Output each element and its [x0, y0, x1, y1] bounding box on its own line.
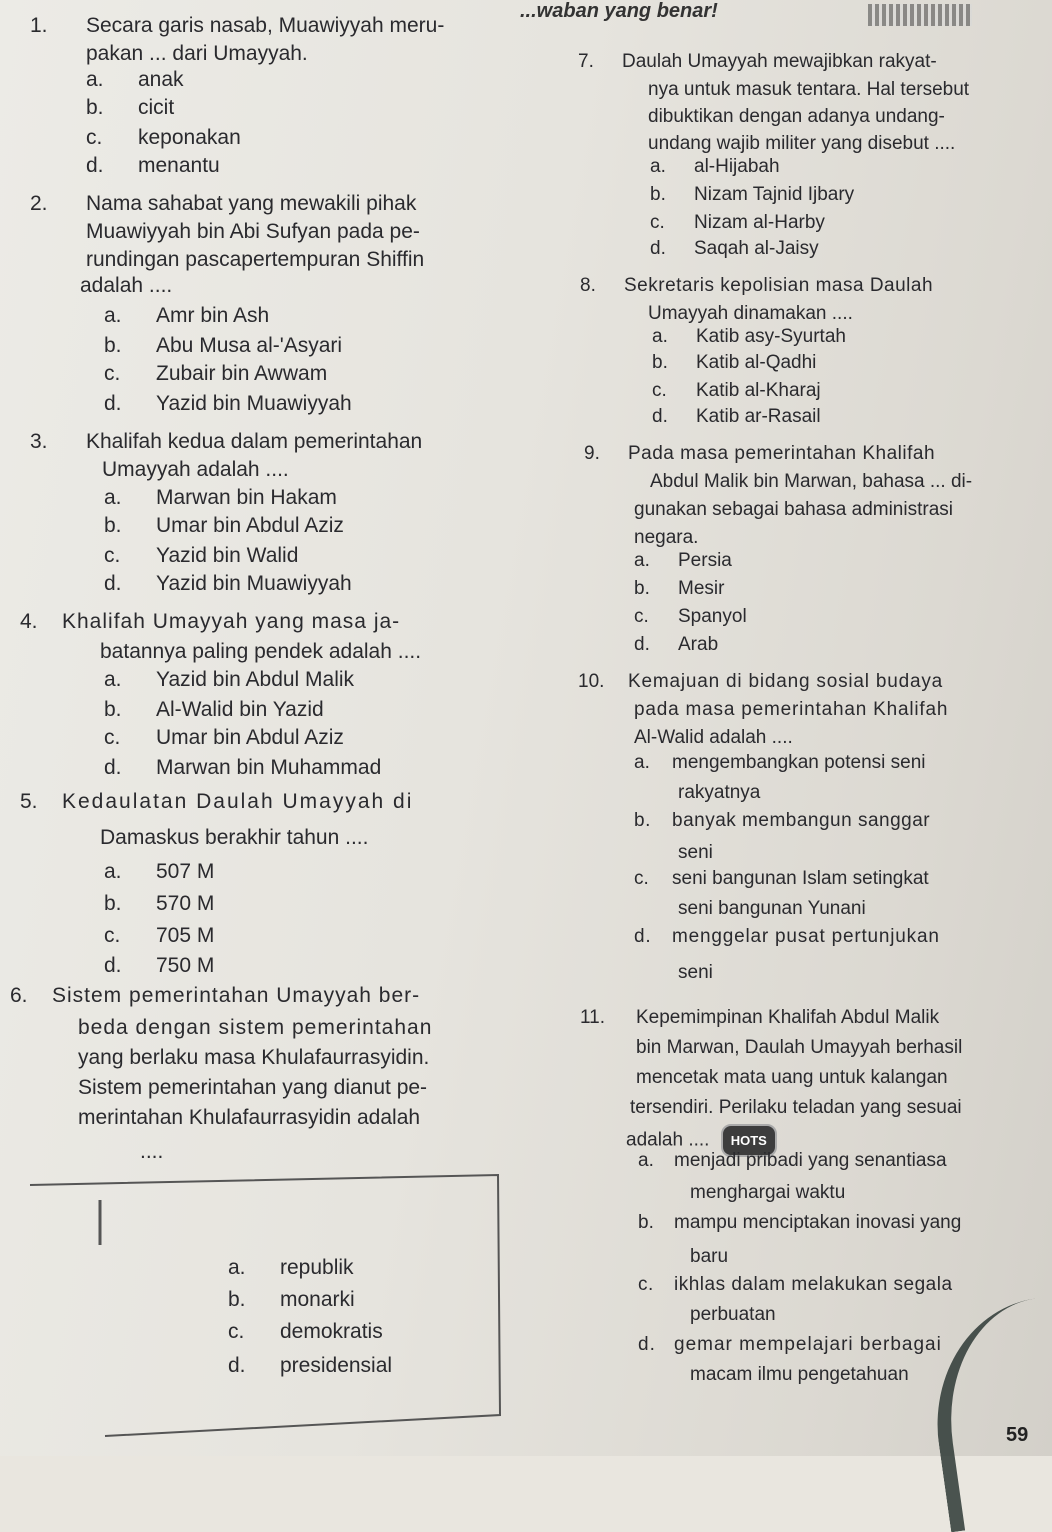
option-c[interactable] [104, 726, 344, 750]
option-a[interactable] [104, 668, 354, 692]
option-text: presidensial [280, 1354, 393, 1377]
option-text: Yazid bin Muawiyyah [156, 392, 352, 415]
question-stem-line: yang berlaku masa Khulafaurrasyidin. [78, 1046, 430, 1069]
question-stem-line: tersendiri. Perilaku teladan yang sesuai [630, 1097, 962, 1118]
option-text: Katib al-Kharaj [696, 380, 821, 401]
option-d-cont: seni [678, 962, 713, 983]
option-letter: d. [638, 1334, 656, 1355]
option-a[interactable] [650, 156, 780, 178]
option-letter: a. [650, 156, 666, 177]
option-b-cont: seni [678, 842, 713, 863]
option-b[interactable] [104, 892, 214, 916]
option-text: Marwan bin Hakam [156, 486, 337, 509]
question-number: 5. [20, 790, 38, 813]
option-letter: d. [104, 572, 122, 595]
option-text: republik [280, 1256, 354, 1279]
option-b[interactable] [228, 1288, 355, 1312]
question-stem-line: batannya paling pendek adalah .... [100, 640, 422, 663]
option-b[interactable] [104, 514, 344, 538]
option-c[interactable] [652, 380, 821, 402]
option-b[interactable] [634, 810, 930, 832]
option-letter: d. [104, 954, 122, 977]
option-text: Nizam al-Harby [694, 212, 825, 233]
option-text: Mesir [678, 578, 725, 599]
question-number: 11. [580, 1007, 606, 1028]
option-b[interactable] [86, 96, 174, 120]
option-letter: d. [104, 756, 122, 779]
option-letter: b. [634, 578, 650, 599]
option-text: 507 M [156, 860, 215, 883]
option-c[interactable] [104, 544, 298, 568]
option-letter: c. [652, 380, 667, 401]
option-c-cont: seni bangunan Yunani [678, 898, 866, 919]
option-text: 750 M [156, 954, 215, 977]
question-stem-line: dibuktikan dengan adanya undang- [648, 106, 945, 127]
option-letter: a. [634, 752, 650, 773]
option-b-cont: baru [690, 1246, 729, 1267]
option-letter: d. [104, 392, 122, 415]
question-stem-line: negara. [634, 527, 699, 548]
option-d-cont: macam ilmu pengetahuan [690, 1364, 909, 1385]
option-c[interactable] [104, 924, 214, 948]
option-letter: c. [104, 544, 121, 567]
option-d[interactable] [634, 634, 718, 656]
option-text: Umar bin Abdul Aziz [156, 726, 344, 749]
option-text: menantu [138, 154, 220, 177]
question-stem-line: pakan ... dari Umayyah. [86, 42, 308, 65]
option-letter: d. [228, 1354, 246, 1377]
option-letter: c. [104, 924, 121, 947]
option-d[interactable] [634, 926, 940, 948]
question-number: 3. [30, 430, 48, 453]
question-stem-line: Umayyah adalah .... [102, 458, 289, 481]
option-text: Marwan bin Muhammad [156, 756, 382, 779]
option-letter: a. [104, 668, 122, 691]
option-letter: c. [650, 212, 665, 233]
option-letter: b. [634, 810, 651, 831]
option-letter: a. [104, 486, 122, 509]
option-letter: c. [104, 362, 121, 385]
option-b[interactable] [650, 184, 854, 206]
option-text: 705 M [156, 924, 215, 947]
question-stem-line: beda dengan sistem pemerintahan [78, 1016, 433, 1039]
option-letter: a. [228, 1256, 246, 1279]
option-letter: b. [652, 352, 668, 373]
option-a[interactable] [228, 1256, 354, 1280]
option-letter: a. [652, 326, 668, 347]
option-text: Saqah al-Jaisy [694, 238, 819, 259]
question-number: 1. [30, 14, 48, 37]
option-a[interactable] [104, 860, 214, 884]
option-c[interactable] [228, 1320, 383, 1344]
question-stem-line: Kemajuan di bidang sosial budaya [628, 671, 944, 692]
option-d[interactable] [638, 1334, 942, 1356]
option-text: banyak membangun sanggar [672, 810, 931, 831]
option-b[interactable] [652, 352, 816, 374]
option-letter: a. [638, 1150, 654, 1171]
option-c[interactable] [638, 1274, 953, 1296]
option-letter: b. [104, 698, 122, 721]
option-c[interactable] [634, 868, 929, 890]
option-text: menjadi pribadi yang senantiasa [674, 1150, 947, 1171]
question-stem-line: bin Marwan, Daulah Umayyah berhasil [636, 1037, 963, 1058]
question-stem-line: Sistem pemerintahan Umayyah ber- [52, 984, 421, 1007]
question-stem-line: rundingan pascapertempuran Shiffin [86, 248, 425, 271]
option-text: anak [138, 68, 184, 91]
option-a[interactable] [638, 1150, 947, 1172]
option-d[interactable] [652, 406, 821, 428]
option-text: demokratis [280, 1320, 383, 1343]
option-a[interactable] [652, 326, 846, 348]
option-d[interactable] [86, 154, 220, 178]
question-stem-line: adalah .... [80, 274, 173, 297]
option-a[interactable] [86, 68, 184, 92]
question-number: 2. [30, 192, 48, 215]
option-d[interactable] [104, 392, 352, 416]
option-text: Persia [678, 550, 732, 571]
option-letter: d. [86, 154, 104, 177]
option-c[interactable] [104, 362, 327, 386]
option-d[interactable] [228, 1354, 392, 1378]
option-text: mampu menciptakan inovasi yang [674, 1212, 962, 1233]
question-stem-line: Nama sahabat yang mewakili pihak [86, 192, 417, 215]
question-number: 10. [578, 671, 605, 692]
option-b[interactable] [638, 1212, 961, 1234]
question-stem-line: Kepemimpinan Khalifah Abdul Malik [636, 1007, 940, 1028]
question-stem-line: adalah .... [626, 1129, 710, 1151]
option-text: Amr bin Ash [156, 304, 270, 327]
page-number: 59 [1006, 1424, 1029, 1446]
option-letter: c. [228, 1320, 245, 1343]
instruction-header: ...waban yang benar! [520, 0, 718, 22]
option-text: Arab [678, 634, 719, 655]
option-text: Yazid bin Abdul Malik [156, 668, 355, 691]
option-text: Katib al-Qadhi [696, 352, 817, 373]
question-stem-line: .... [140, 1140, 164, 1163]
question-stem-line: Sistem pemerintahan yang dianut pe- [78, 1076, 428, 1099]
option-letter: b. [104, 892, 122, 915]
option-text: 570 M [156, 892, 215, 915]
option-text: Katib ar-Rasail [696, 406, 821, 427]
option-text: Nizam Tajnid Ijbary [694, 184, 855, 205]
question-stem-line: Secara garis nasab, Muawiyyah meru- [86, 14, 445, 37]
question-number: 6. [10, 984, 28, 1007]
option-letter: c. [104, 726, 121, 749]
option-b[interactable] [104, 334, 342, 358]
option-letter: c. [638, 1274, 654, 1295]
question-number: 9. [584, 443, 600, 464]
option-letter: b. [228, 1288, 246, 1311]
option-letter: a. [86, 68, 104, 91]
option-text: Katib asy-Syurtah [696, 326, 846, 347]
option-letter: a. [104, 304, 122, 327]
option-letter: b. [86, 96, 104, 119]
option-c[interactable] [634, 606, 747, 628]
option-a-cont: menghargai waktu [690, 1182, 846, 1203]
question-stem-line: Abdul Malik bin Marwan, bahasa ... di- [650, 471, 973, 492]
option-letter: b. [638, 1212, 654, 1233]
question-stem-line: Sekretaris kepolisian masa Daulah [624, 275, 934, 296]
option-letter: b. [650, 184, 666, 205]
option-text: monarki [280, 1288, 355, 1311]
option-a[interactable] [104, 486, 337, 510]
option-letter: d. [650, 238, 666, 259]
question-stem-line: gunakan sebagai bahasa administrasi [634, 499, 953, 520]
option-text: seni bangunan Islam setingkat [672, 868, 929, 889]
option-text: Yazid bin Muawiyyah [156, 572, 352, 595]
question-number: 4. [20, 610, 38, 633]
question-stem-line: Khalifah kedua dalam pemerintahan [86, 430, 423, 453]
question-stem-line: mencetak mata uang untuk kalangan [636, 1067, 948, 1088]
question-stem-line: merintahan Khulafaurrasyidin adalah [78, 1106, 421, 1129]
option-letter: d. [634, 634, 650, 655]
option-b[interactable] [634, 578, 724, 600]
option-a[interactable] [634, 752, 926, 774]
option-text: mengembangkan potensi seni [672, 752, 926, 773]
option-text: al-Hijabah [694, 156, 780, 177]
option-text: Abu Musa al-'Asyari [156, 334, 343, 357]
option-letter: c. [86, 126, 103, 149]
option-text: Yazid bin Walid [156, 544, 299, 567]
option-text: keponakan [138, 126, 241, 149]
option-text: Zubair bin Awwam [156, 362, 328, 385]
question-number: 8. [580, 275, 596, 296]
option-letter: a. [634, 550, 650, 571]
option-text: ikhlas dalam melakukan segala [674, 1274, 953, 1295]
question-stem-line: Umayyah dinamakan .... [648, 303, 853, 324]
option-d[interactable] [650, 238, 819, 260]
question-stem-line: Daulah Umayyah mewajibkan rakyat- [622, 51, 937, 72]
option-c-cont: perbuatan [690, 1304, 776, 1325]
question-number: 7. [578, 51, 594, 72]
option-text: Umar bin Abdul Aziz [156, 514, 344, 537]
option-a[interactable] [104, 304, 269, 328]
option-d[interactable] [104, 756, 381, 780]
hots-badge: HOTS [721, 1124, 777, 1157]
option-letter: d. [652, 406, 668, 427]
question-stem-line: Damaskus berakhir tahun .... [100, 826, 369, 849]
option-letter: d. [634, 926, 652, 947]
question-stem-line: Khalifah Umayyah yang masa ja- [62, 610, 401, 633]
question-stem-line: pada masa pemerintahan Khalifah [634, 699, 949, 720]
option-letter: b. [104, 514, 122, 537]
option-text: Al-Walid bin Yazid [156, 698, 324, 721]
option-text: menggelar pusat pertunjukan [672, 926, 940, 947]
question-stem-line: Muawiyyah bin Abi Sufyan pada pe- [86, 220, 420, 243]
question-stem-line: Pada masa pemerintahan Khalifah [628, 443, 936, 464]
option-c[interactable] [86, 126, 241, 150]
question-stem-line: nya untuk masuk tentara. Hal tersebut [648, 79, 970, 100]
option-text: gemar mempelajari berbagai [674, 1334, 942, 1355]
option-d[interactable] [104, 954, 214, 978]
option-a[interactable] [634, 550, 732, 572]
option-b[interactable] [104, 698, 324, 722]
option-letter: c. [634, 868, 649, 889]
option-letter: c. [634, 606, 649, 627]
question-stem-line: Kedaulatan Daulah Umayyah di [62, 790, 414, 813]
option-text: cicit [138, 96, 175, 119]
option-d[interactable] [104, 572, 352, 596]
option-a-cont: rakyatnya [678, 782, 761, 803]
option-letter: b. [104, 334, 122, 357]
question-stem-line: Al-Walid adalah .... [634, 727, 793, 748]
option-text: Spanyol [678, 606, 747, 627]
option-letter: a. [104, 860, 122, 883]
option-c[interactable] [650, 212, 825, 234]
question-stem-line: undang wajib militer yang disebut .... [648, 133, 956, 154]
